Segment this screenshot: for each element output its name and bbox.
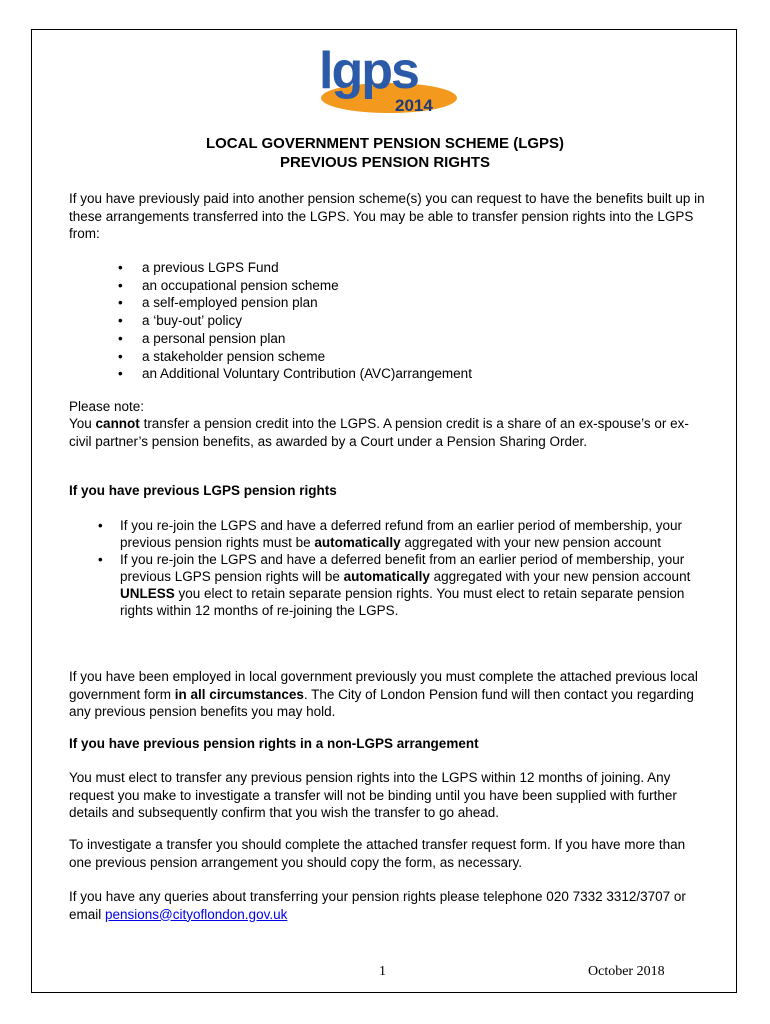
paragraph-bold: in all circumstances <box>174 686 304 702</box>
list-text-end: you elect to retain separate pension rights. You must elect to retain separate pension rights within 12 months of re-joining the LGPS. <box>120 586 685 618</box>
list-item: • an Additional Voluntary Contribution (AVC)arrangement <box>118 365 472 383</box>
transfer-sources-list <box>118 259 472 383</box>
list-item <box>98 517 698 551</box>
list-item: • a ‘buy-out’ policy <box>118 312 472 330</box>
note-text-start: You <box>69 416 96 431</box>
queries-text: If you have any queries about transferring your pension rights please telephone 020 7332 3312/3707 or email <box>69 889 686 922</box>
list-item: • an occupational pension scheme <box>118 277 472 295</box>
list-text-bold: automatically <box>314 535 401 550</box>
note-text-end: transfer a pension credit into the LGPS. A pension credit is a share of an ex-spouse’s or ex-civil partner’s pension benefits, as awarded by a Court under a Pension Sharing Order. <box>69 416 689 449</box>
list-item: • a previous LGPS Fund <box>118 259 472 277</box>
list-item: • a self-employed pension plan <box>118 294 472 312</box>
paragraph-text-start: If you have been employed in local government previously you must complete the attached previous local government form <box>69 669 698 702</box>
list-text-start: If you re-join the LGPS and have a deferred benefit from an earlier period of membership, your previous LGPS pension rights will be <box>120 552 685 584</box>
list-item: • a stakeholder pension scheme <box>118 348 472 366</box>
title-line-2: PREVIOUS PENSION RIGHTS <box>279 154 491 171</box>
investigate-paragraph: To investigate a transfer you should complete the attached transfer request form. If you have more than one previous pension arrangement you should copy the form, as necessary. <box>69 837 686 870</box>
section-heading-lgps: If you have previous LGPS pension rights <box>69 483 337 498</box>
note-label: Please note: <box>69 399 145 414</box>
logo-text-year: 2014 <box>395 96 433 115</box>
non-lgps-paragraph: You must elect to transfer any previous pension rights into the LGPS within 12 months of joining. Any request you make to investigate a transfer will not be binding until you have been supplied with further details and subsequently confirm that you wish the transfer to go ahead. <box>69 770 677 820</box>
list-text-bold: automatically <box>343 569 430 584</box>
logo-text-lgps: lgps <box>319 50 418 100</box>
local-government-paragraph <box>69 668 709 721</box>
list-text-start: If you re-join the LGPS and have a deferred refund from an earlier period of membership, your previous pension rights must be <box>120 518 683 550</box>
list-text-middle: aggregated with your new pension account <box>429 569 691 584</box>
lgps-logo <box>305 50 465 118</box>
note-paragraph <box>69 415 709 450</box>
list-item: • a personal pension plan <box>118 330 472 348</box>
list-item <box>98 551 698 619</box>
note-bold: cannot <box>95 416 140 431</box>
paragraph-text-end: . The City of London Pension fund will then contact you regarding any previous pension benefits you may hold. <box>69 686 694 719</box>
email-link[interactable]: pensions@cityoflondon.gov.uk <box>105 906 288 922</box>
section-heading-non-lgps: If you have previous pension rights in a non-LGPS arrangement <box>69 736 479 751</box>
queries-paragraph <box>69 888 709 923</box>
footer-date: October 2018 <box>588 964 665 979</box>
page-number: 1 <box>379 964 386 979</box>
list-text-end: aggregated with your new pension account <box>400 535 662 550</box>
list-text-bold-2: UNLESS <box>120 586 175 601</box>
title-line-1: LOCAL GOVERNMENT PENSION SCHEME (LGPS) <box>205 135 565 152</box>
intro-paragraph: If you have previously paid into another pension scheme(s) you can request to have the benefits built up in these arrangements transferred into the LGPS. You may be able to transfer pension rights into the LGPS from: <box>69 191 705 241</box>
lgps-rights-list <box>98 517 698 619</box>
